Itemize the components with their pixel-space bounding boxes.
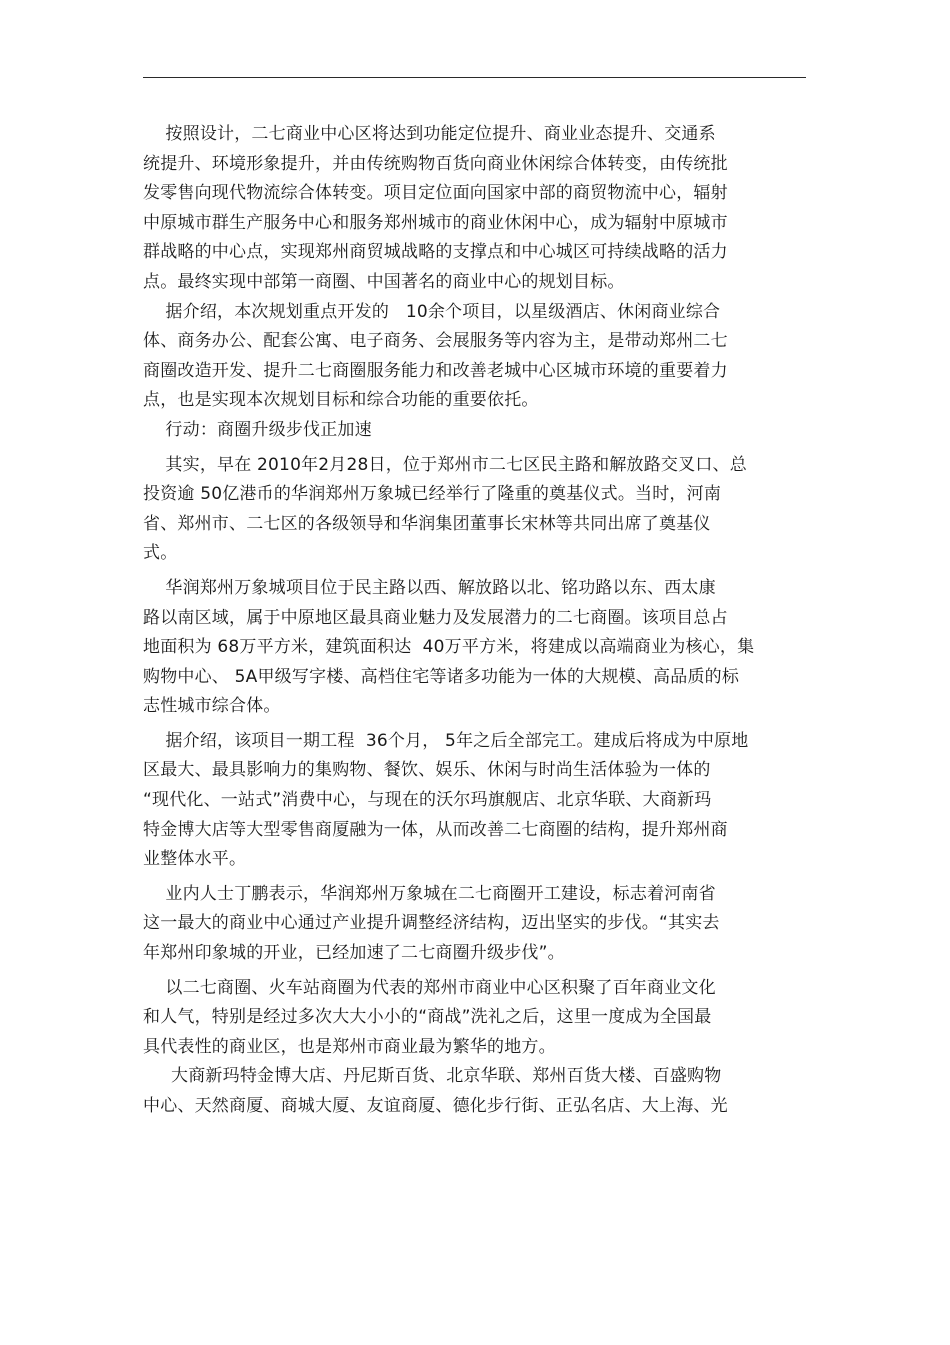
text-line: 统提升、环境形象提升，并由传统购物百货向商业休闲综合体转变，由传统批 <box>143 153 728 174</box>
text-line: 年郑州印象城的开业，已经加速了二七商圈升级步伐”。 <box>143 943 565 964</box>
text-line: 投资逾 50亿港币的华润郑州万象城已经举行了隆重的奠基仪式。当时，河南 <box>143 484 722 505</box>
paragraph <box>143 298 783 416</box>
paragraph <box>143 727 783 875</box>
text-line: 特金博大店等大型零售商厦融为一体，从而改善二七商圈的结构，提升郑州商 <box>143 819 728 840</box>
text-line: 以二七商圈、火车站商圈为代表的郑州市商业中心区积聚了百年商业文化 <box>143 977 716 998</box>
paragraph <box>143 451 783 569</box>
text-line: 中心、天然商厦、商城大厦、友谊商厦、德化步行街、正弘名店、大上海、光 <box>143 1096 728 1116</box>
text-line: 行动：商圈升级步伐正加速 <box>143 419 372 440</box>
paragraph <box>143 120 783 298</box>
text-line: 志性城市综合体。 <box>143 696 281 717</box>
text-line: 和人气，特别是经过多次大大小小的“商战”洗礼之后，这里一度成为全国最 <box>143 1007 712 1028</box>
text-line: 据介绍，本次规划重点开发的 10余个项目，以星级酒店、休闲商业综合 <box>143 301 721 322</box>
text-line: 群战略的中心点，实现郑州商贸城战略的支撑点和中心城区可持续战略的活力 <box>143 242 728 263</box>
text-line: 路以南区域，属于中原地区最具商业魅力及发展潜力的二七商圈。该项目总占 <box>143 607 728 628</box>
text-line: 中原城市群生产服务中心和服务郑州城市的商业休闲中心，成为辐射中原城市 <box>143 212 728 233</box>
paragraph <box>143 416 783 446</box>
text-line: 按照设计，二七商业中心区将达到功能定位提升、商业业态提升、交通系 <box>143 124 716 144</box>
text-line: 具代表性的商业区，也是郑州市商业最为繁华的地方。 <box>143 1036 556 1057</box>
paragraph <box>143 574 783 722</box>
paragraph <box>143 880 783 969</box>
text-line: 发零售向现代物流综合体转变。项目定位面向国家中部的商贸物流中心，辐射 <box>143 183 728 204</box>
text-line: 商圈改造开发、提升二七商圈服务能力和改善老城中心区城市环境的重要着力 <box>143 360 728 381</box>
text-line: 华润郑州万象城项目位于民主路以西、解放路以北、铭功路以东、西太康 <box>143 577 716 598</box>
text-line: 点。最终实现中部第一商圈、中国著名的商业中心的规划目标。 <box>143 271 625 292</box>
text-line: 大商新玛特金博大店、丹尼斯百货、北京华联、郑州百货大楼、百盛购物 <box>143 1066 722 1087</box>
text-line: 地面积为 68万平方米，建筑面积达 40万平方米，将建成以高端商业为核心，集 <box>143 637 755 658</box>
document-body <box>143 120 783 1122</box>
paragraph <box>143 974 783 1063</box>
text-line: 点，也是实现本次规划目标和综合功能的重要依托。 <box>143 390 539 411</box>
text-line: 这一最大的商业中心通过产业提升调整经济结构，迈出坚实的步伐。“其实去 <box>143 913 720 934</box>
paragraph <box>143 1062 783 1121</box>
text-line: “现代化、一站式”消费中心，与现在的沃尔玛旗舰店、北京华联、大商新玛 <box>143 790 712 811</box>
header-rule <box>143 77 806 78</box>
text-line: 购物中心、 5A甲级写字楼、高档住宅等诸多功能为一体的大规模、高品质的标 <box>143 666 740 687</box>
text-line: 区最大、最具影响力的集购物、餐饮、娱乐、休闲与时尚生活体验为一体的 <box>143 760 711 781</box>
text-line: 体、商务办公、配套公寓、电子商务、会展服务等内容为主，是带动郑州二七 <box>143 331 728 352</box>
text-line: 其实，早在 2010年2月28日，位于郑州市二七区民主路和解放路交叉口、总 <box>143 454 747 475</box>
text-line: 式。 <box>143 543 178 564</box>
text-line: 省、郑州市、二七区的各级领导和华润集团董事长宋林等共同出席了奠基仪 <box>143 513 711 534</box>
text-line: 业内人士丁鹏表示，华润郑州万象城在二七商圈开工建设，标志着河南省 <box>143 883 716 904</box>
text-line: 据介绍，该项目一期工程 36个月， 5年之后全部完工。建成后将成为中原地 <box>143 730 749 751</box>
text-line: 业整体水平。 <box>143 849 247 870</box>
